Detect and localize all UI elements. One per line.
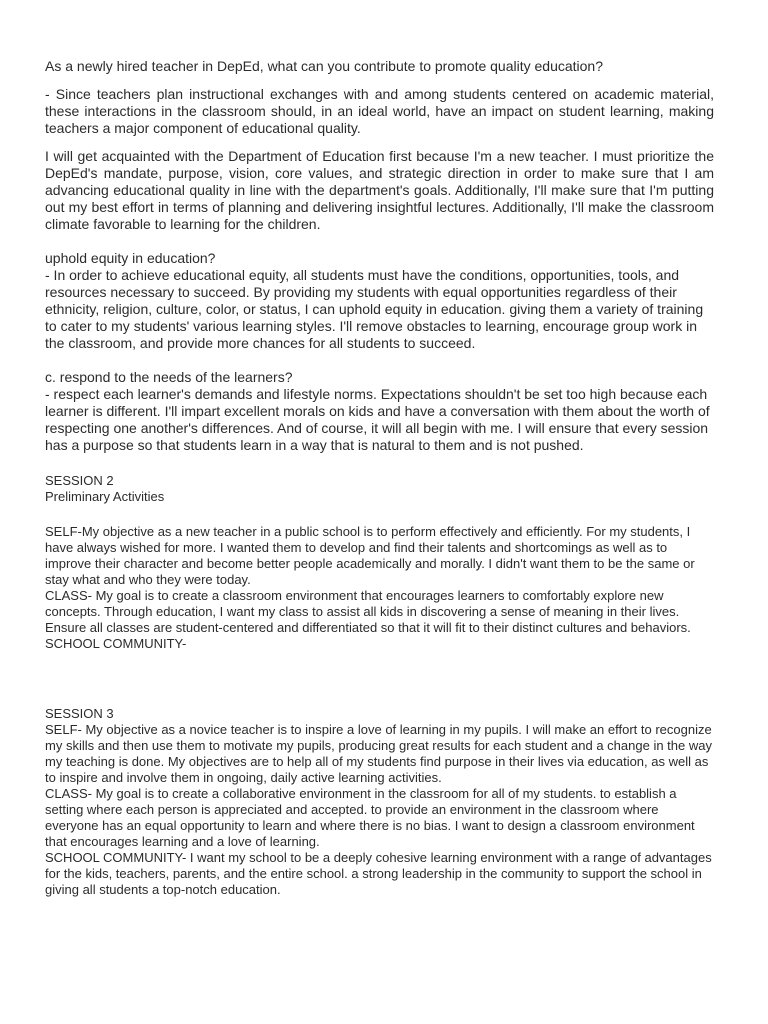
session2-title: SESSION 2 (45, 473, 114, 488)
session3-class: CLASS- My goal is to create a collaborative environment in the classroom for all of my students. to establish a setting where each person is appreciated and accepted. to provide an environment in the classroom where everyone has an equal opportunity to learn and where there is no bias. I want to design a classroom environment that encourages learning and a love of learning. (45, 786, 695, 849)
equity-heading: uphold equity in education? (45, 250, 216, 266)
needs-heading: c. respond to the needs of the learners? (45, 369, 293, 385)
document-page (45, 58, 714, 898)
session2-school-community: SCHOOL COMMUNITY- (45, 636, 187, 651)
session2-class: CLASS- My goal is to create a classroom environment that encourages learners to comfortably explore new concepts. Through education, I want my class to assist all kids in discovering a sense of meaning in their lives. Ensure all classes are student-centered and differentiated so that it will fit to their distinct cultures and behaviors. (45, 588, 691, 635)
answer-deped-paragraph: I will get acquainted with the Department of Education first because I'm a new teacher. I must prioritize the DepEd's mandate, purpose, vision, core values, and strategic direction in order to make sure that I am advancing educational quality in line with the department's goals. Additionally, I'll make sure that I'm putting out my best effort in terms of planning and delivering insightful lectures. Additionally, I'll make the classroom climate favorable to learning for the children. (45, 148, 714, 232)
question-text: As a newly hired teacher in DepEd, what can you contribute to promote quality education? (45, 58, 603, 74)
session2-self: SELF-My objective as a new teacher in a public school is to perform effectively and efficiently. For my students, I have always wished for more. I wanted them to develop and find their talents and shortcomings as well as to improve their character and become better people academically and morally. I didn't want them to be the same or stay what and who they were today. (45, 524, 695, 587)
session3-title: SESSION 3 (45, 706, 114, 721)
equity-answer-paragraph: - In order to achieve educational equity, all students must have the conditions, opportunities, tools, and resources necessary to succeed. By providing my students with equal opportunities regardless of their ethnicity, religion, culture, color, or status, I can uphold equity in education. giving them a variety of training to cater to my students' various learning styles. I'll remove obstacles to learning, encourage group work in the classroom, and provide more chances for all students to succeed. (45, 267, 704, 351)
needs-answer-paragraph: - respect each learner's demands and lifestyle norms. Expectations shouldn't be set too high because each learner is different. I'll impart excellent morals on kids and have a conversation with them about the worth of respecting one another's differences. And of course, it will all begin with me. I will ensure that every session has a purpose so that students learn in a way that is natural to them and is not pushed. (45, 386, 710, 453)
session2-subtitle: Preliminary Activities (45, 489, 165, 504)
session3-self: SELF- My objective as a novice teacher is to inspire a love of learning in my pupils. I will make an effort to recognize my skills and then use them to motivate my pupils, producing great results for each student and a change in the way my teaching is done. My objectives are to help all of my students find purpose in their lives via education, as well as to inspire and involve them in ongoing, daily active learning activities. (45, 722, 712, 785)
session3-school-community: SCHOOL COMMUNITY- I want my school to be a deeply cohesive learning environment with a range of advantages for the kids, teachers, parents, and the entire school. a strong leadership in the community to support the school in giving all students a top-notch education. (45, 850, 712, 897)
answer-quality-paragraph: - Since teachers plan instructional exchanges with and among students centered on academic material, these interactions in the classroom should, in an ideal world, have an impact on student learning, making teachers a major component of educational quality. (45, 86, 714, 136)
